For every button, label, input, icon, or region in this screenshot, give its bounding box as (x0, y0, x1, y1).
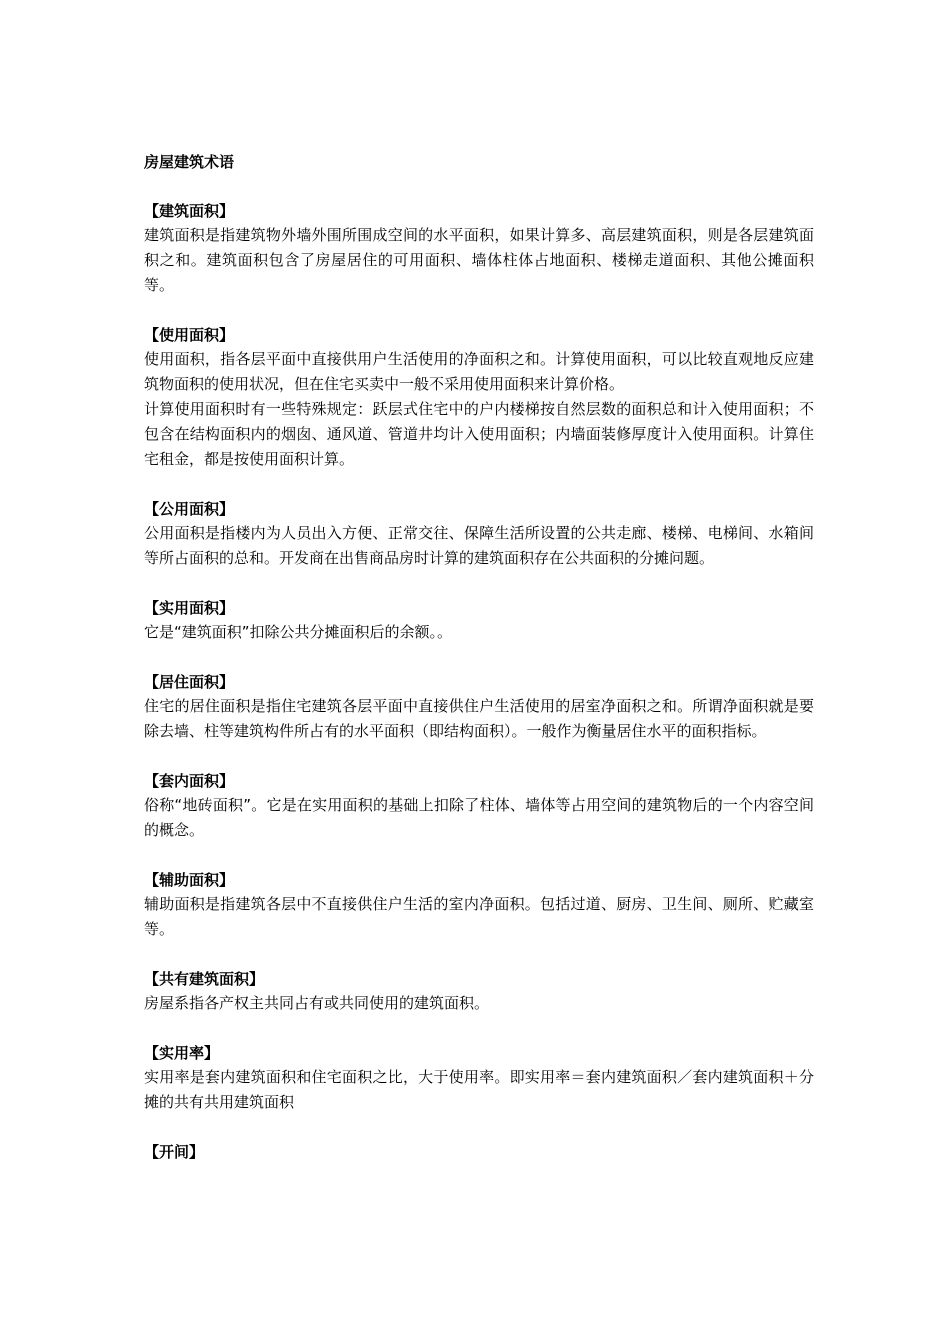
section-paragraph: 计算使用面积时有一些特殊规定：跃层式住宅中的户内楼梯按自然层数的面积总和计入使用面积；不包含在结构面积内的烟囱、通风道、管道井均计入使用面积；内墙面装修厚度计入使用面积。计算住宅租金，都是按使用面积计算。 (144, 400, 814, 468)
section-heading: 【公用面积】 (144, 500, 235, 518)
document-page (144, 150, 814, 1189)
document-title: 房屋建筑术语 (144, 153, 235, 171)
section-paragraph: 建筑面积是指建筑物外墙外围所围成空间的水平面积，如果计算多、高层建筑面积，则是各层建筑面积之和。建筑面积包含了房屋居住的可用面积、墙体柱体占地面积、楼梯走道面积、其他公摊面积等。 (144, 226, 814, 294)
section-paragraph: 住宅的居住面积是指住宅建筑各层平面中直接供住户生活使用的居室净面积之和。所谓净面积就是要除去墙、柱等建筑构件所占有的水平面积（即结构面积）。一般作为衡量居住水平的面积指标。 (144, 697, 814, 740)
section-heading: 【实用面积】 (144, 599, 235, 617)
section-public-area (144, 497, 814, 571)
section-paragraph: 房屋系指各产权主共同占有或共同使用的建筑面积。 (144, 994, 490, 1012)
section-heading: 【居住面积】 (144, 673, 235, 691)
section-unit-area (144, 769, 814, 843)
section-living-area (144, 670, 814, 744)
section-heading: 【实用率】 (144, 1044, 220, 1062)
section-building-area (144, 199, 814, 298)
section-heading: 【开间】 (144, 1143, 205, 1161)
section-paragraph: 公用面积是指楼内为人员出入方便、正常交往、保障生活所设置的公共走廊、楼梯、电梯间、水箱间等所占面积的总和。开发商在出售商品房时计算的建筑面积存在公共面积的分摊问题。 (144, 524, 814, 567)
section-practical-rate (144, 1041, 814, 1115)
section-paragraph: 它是“建筑面积”扣除公共分摊面积后的余额。。 (144, 623, 453, 641)
section-shared-area (144, 967, 814, 1016)
section-bay-width (144, 1140, 814, 1164)
section-paragraph: 使用面积，指各层平面中直接供用户生活使用的净面积之和。计算使用面积，可以比较直观地反应建筑物面积的使用状况，但在住宅买卖中一般不采用使用面积来计算价格。 (144, 350, 814, 393)
section-heading: 【套内面积】 (144, 772, 235, 790)
section-paragraph: 实用率是套内建筑面积和住宅面积之比，大于使用率。即实用率＝套内建筑面积／套内建筑面积＋分摊的共有共用建筑面积 (144, 1068, 814, 1111)
section-practical-area (144, 596, 814, 645)
section-usable-area (144, 323, 814, 472)
section-heading: 【共有建筑面积】 (144, 970, 265, 988)
section-heading: 【使用面积】 (144, 326, 235, 344)
section-paragraph: 辅助面积是指建筑各层中不直接供住户生活的室内净面积。包括过道、厨房、卫生间、厕所、贮藏室等。 (144, 895, 814, 938)
section-auxiliary-area (144, 868, 814, 942)
section-paragraph: 俗称“地砖面积”。它是在实用面积的基础上扣除了柱体、墙体等占用空间的建筑物后的一个内容空间的概念。 (144, 796, 814, 839)
section-heading: 【辅助面积】 (144, 871, 235, 889)
section-heading: 【建筑面积】 (144, 202, 235, 220)
